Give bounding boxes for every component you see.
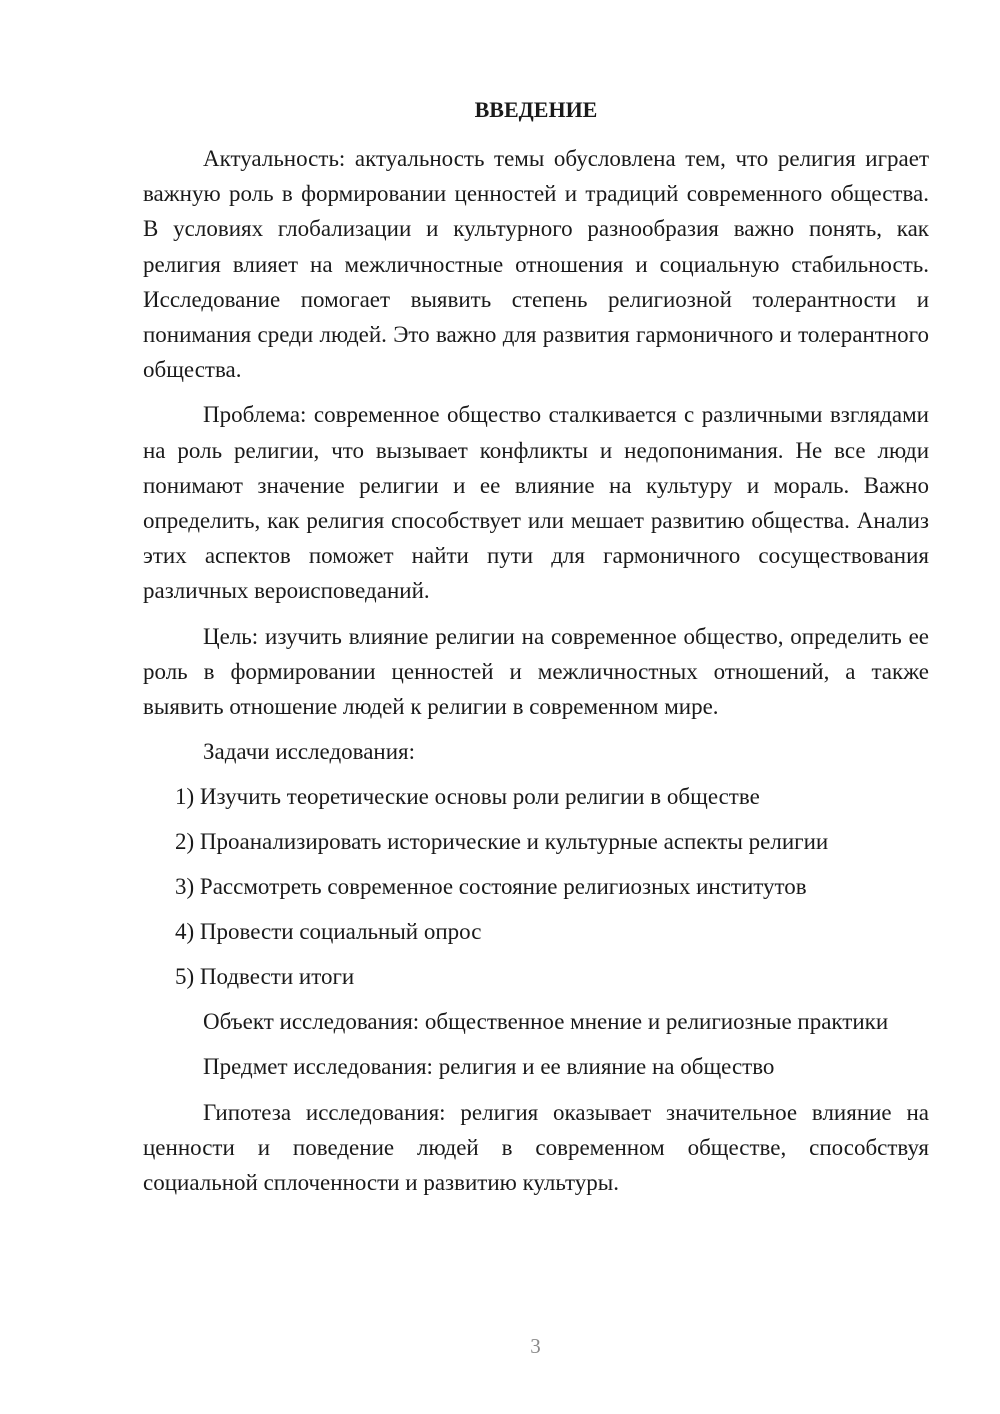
research-subject-paragraph: Предмет исследования: религия и ее влияние на общество [203, 1054, 775, 1080]
page-content [143, 95, 929, 1210]
task-item: 5) Подвести итоги [175, 964, 355, 990]
task-item: 2) Проанализировать исторические и культурные аспекты религии [175, 829, 829, 855]
task-item: 1) Изучить теоретические основы роли религии в обществе [175, 784, 760, 810]
goal-paragraph: Цель: изучить влияние религии на современное общество, определить ее роль в формировании ценностей и межличностных отношений, а также выявить отношение людей к религии в современном мире. [143, 623, 929, 720]
problem-paragraph: Проблема: современное общество сталкивается с различными взглядами на роль религии, что вызывает конфликты и недопонимания. Не все люди понимают значение религии и ее влияние на культуру и мораль. Важно определить, как религия способствует или мешает развитию общества. Анализ этих аспектов поможет найти пути для гармоничного сосуществования различных вероисповеданий. [143, 402, 929, 604]
research-object-paragraph: Объект исследования: общественное мнение и религиозные практики [203, 1009, 889, 1035]
task-item: 3) Рассмотреть современное состояние религиозных институтов [175, 874, 807, 900]
relevance-paragraph: Актуальность: актуальность темы обусловлена тем, что религия играет важную роль в формировании ценностей и традиций современного общества. В условиях глобализации и культурного разнообразия важно понять, как религия влияет на межличностные отношения и социальную стабильность. Исследование помогает выявить степень религиозной толерантности и понимания среди людей. Это важно для развития гармоничного и толерантного общества. [143, 146, 929, 383]
task-item: 4) Провести социальный опрос [175, 919, 482, 945]
tasks-heading: Задачи исследования: [203, 739, 416, 765]
page-title: ВВЕДЕНИЕ [474, 97, 598, 122]
page-number: 3 [530, 1334, 541, 1358]
hypothesis-paragraph: Гипотеза исследования: религия оказывает значительное влияние на ценности и поведение людей в современном обществе, способствуя социальной сплоченности и развитию культуры. [143, 1099, 929, 1196]
